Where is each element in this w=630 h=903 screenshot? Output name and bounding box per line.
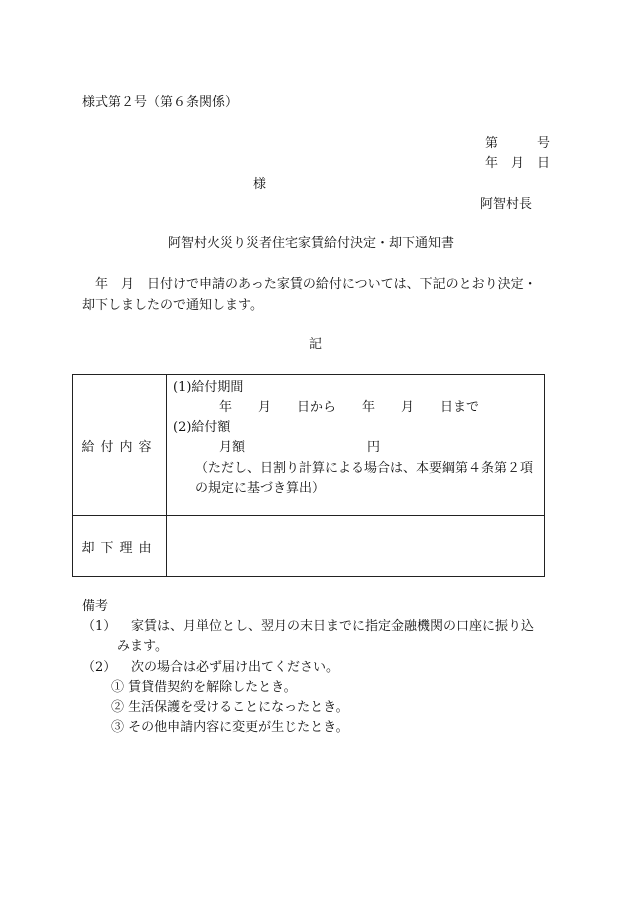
period-value: 年 月 日から 年 月 日まで	[219, 400, 480, 415]
document-title: 阿智村火災り災者住宅家賃給付決定・却下通知書	[168, 236, 455, 251]
remark-1-text-line2: みます。	[117, 639, 168, 654]
table-row	[73, 516, 545, 577]
issuer: 阿智村長	[480, 197, 533, 212]
remark-1-number: （1）	[82, 619, 117, 634]
details-table	[72, 374, 545, 577]
remark-2-sub-2: ② 生活保護を受けることになったとき。	[111, 700, 349, 715]
amount-monthly: 月額	[219, 440, 246, 455]
body-text-line2: 却下しましたので通知します。	[82, 298, 263, 313]
ki-heading: 記	[309, 337, 323, 352]
remark-2-sub-3: ③ その他申請内容に変更が生じたとき。	[111, 720, 349, 735]
amount-label: (2)給付額	[173, 420, 231, 435]
remark-2-sub-1: ① 賃貸借契約を解除したとき。	[111, 680, 297, 695]
amount-note-line1: （ただし、日割り計算による場合は、本要綱第４条第２項	[195, 461, 534, 476]
rejection-reason-head: 却下理由	[73, 516, 167, 577]
amount-note-line2: の規定に基づき算出）	[195, 481, 326, 496]
document-date: 年 月 日	[485, 156, 551, 171]
document-number: 第 号	[485, 136, 551, 151]
form-label: 様式第２号（第６条関係）	[82, 95, 239, 110]
rejection-reason-cell	[167, 516, 545, 577]
addressee-suffix: 様	[253, 177, 267, 192]
remarks-heading: 備考	[82, 599, 109, 614]
payment-content-head: 給付内容	[73, 375, 167, 516]
remark-1-text-line1: 家賃は、月単位とし、翌月の末日までに指定金融機関の口座に振り込	[131, 619, 535, 634]
body-text-line1: 年 月 日付けで申請のあった家賃の給付については、下記のとおり決定・	[82, 277, 537, 292]
amount-yen: 円	[367, 440, 381, 455]
remark-2-text: 次の場合は必ず届け出てください。	[131, 660, 340, 675]
table-row	[73, 375, 545, 516]
period-label: (1)給付期間	[173, 380, 244, 395]
payment-content-cell	[167, 375, 545, 516]
remark-2-number: （2）	[82, 660, 117, 675]
